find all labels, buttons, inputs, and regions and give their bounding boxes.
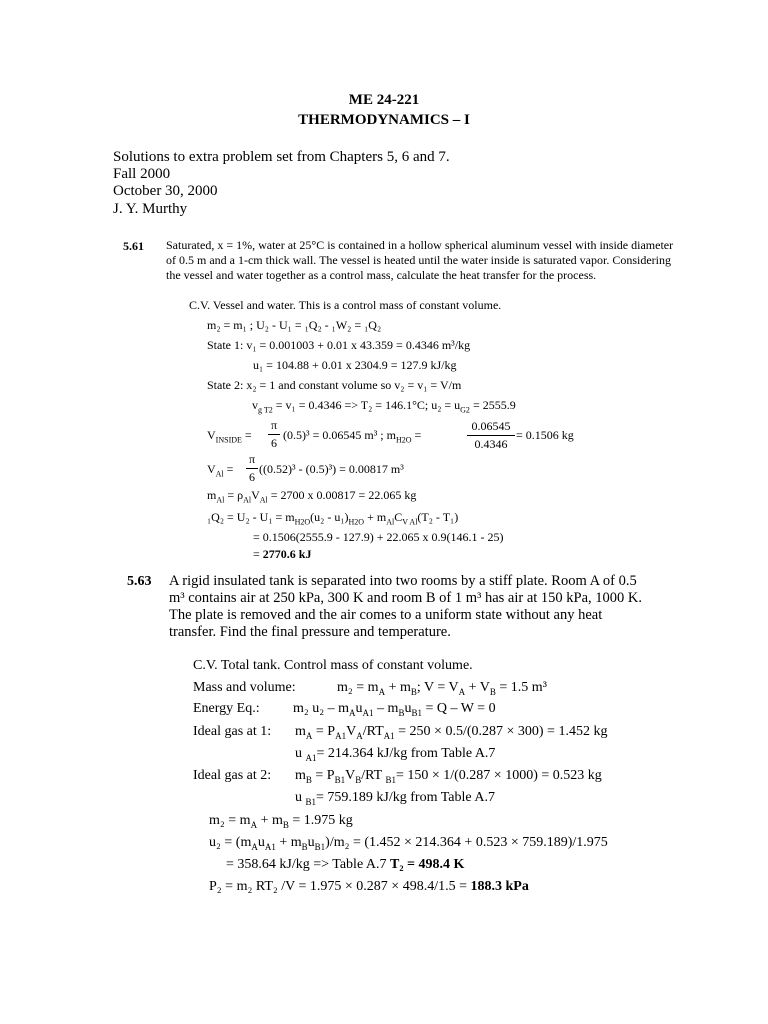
problem-561-state1b: u₁ = 104.88 + 0.01 x 2304.9 = 127.9 kJ/kg [253,358,457,372]
ideal-gas-2-u: u $_{B1}$= 759.189 kJ/kg from Table A.7 [295,790,495,807]
m2-line: $m_2 = m_A + m_B = 1.975$ kg [209,813,353,830]
q-line-1: $_1Q_2 = U_2 - U_1 = m_{H2O}(u_2 - u_1)_{H2O} + m_{Al}C_{V Al}(T_2 - T_1)$ [207,510,459,527]
h2o-mass-result: = 0.1506 kg [516,428,574,442]
p2-line: P₂ = m₂ RT₂ /V = 1.975 × 0.287 × 498.4/1.5 = 188.3 kPa [209,879,529,894]
problem-561-number: 5.61 [123,239,144,253]
problem-561-cv: C.V. Vessel and water. This is a control mass of constant volume. [189,298,502,312]
pi-over-six-fraction-2: π 6 [246,452,258,485]
ideal-gas-1-eq: $m_A = P_{A1}V_A/RT_{A1} = 250 \times 0.5/(0.287 \times 300) = 1.452$ kg [295,724,608,741]
intro-line-3: October 30, 2000 [113,183,218,199]
u2-result-line: = 358.64 kJ/kg => Table A.7 T₂ = 498.4 K [226,857,465,872]
h2o-mass-fraction: 0.06545 0.4346 [467,419,515,452]
ideal-gas-2-eq: $m_B = P_{B1}V_B/RT$ $_{B1}$= 150 × 1/(0.287 × 1000) = 0.523 kg [295,768,602,785]
course-title: THERMODYNAMICS – I [298,112,470,128]
problem-561-state1a: State 1: v₁ = 0.001003 + 0.01 x 43.359 = 0.4346 m³/kg [207,338,471,352]
problem-561-eq1: m₂ = m₁ ; U₂ - U₁ = ₁Q₂ - ₁W₂ = ₁Q₂ [207,318,382,332]
pi-over-six-fraction-1: π 6 [268,418,280,451]
energy-eq: m₂ $u_2 - m_Au_{A1} - m_Bu_{B1} = Q - W = 0$ [293,701,496,718]
mass-volume-eq: $m_2 = m_A + m_B$; $V = V_A + V_B = 1.5$ m³ [337,680,547,697]
course-code: ME 24-221 [348,92,420,108]
intro-line-4: J. Y. Murthy [113,201,188,217]
q-line-2: = 0.1506(2555.9 - 127.9) + 22.065 x 0.9(146.1 - 25) [253,530,504,544]
energy-label: Energy Eq.: [193,701,260,716]
vinside-rest: (0.5)³ = 0.06545 m³ ; $m_{H2O}$ = [283,428,422,445]
problem-561-statement: Saturated, x = 1%, water at 25°C is contained in a hollow spherical aluminum vessel with inside diameter of 0.5 m and a 1-cm thick wall. The vessel is heated until the water inside is saturated vapor. Considering the vessel and water together as a control mass, calculate the heat transfer for the process. [166,238,674,282]
ideal-gas-2-label: Ideal gas at 2: [193,768,272,783]
vinside-lhs: $V_{INSIDE}$ = [207,428,252,445]
q-line-3: = 2770.6 kJ [253,547,312,561]
problem-563-number: 5.63 [127,574,152,589]
mass-volume-label: Mass and volume: [193,680,296,695]
mal-line: $m_{Al} = \rho_{Al}V_{Al} = 2700$ x 0.00817 = 22.065 kg [207,488,417,505]
u2-line: $u_2 = (m_Au_{A1} + m_Bu_{B1})/m_2 = (1.452 \times 214.364 + 0.523 \times 759.189)/1.975$ [209,835,608,852]
ideal-gas-1-label: Ideal gas at 1: [193,724,272,739]
val-lhs: $V_{Al}$ = [207,462,234,479]
problem-561-state2b: $v_{g T2} = v_1 = 0.4346 => T_2 = 146.1^\circ C$; $u_2 = u_{G2} = 2555.9$ [252,398,516,415]
ideal-gas-1-u: u $_{A1}$= 214.364 kJ/kg from Table A.7 [295,746,496,763]
problem-561-state2a: State 2: x₂ = 1 and constant volume so v₂ = v₁ = V/m [207,378,462,392]
intro-line-2: Fall 2000 [113,166,171,182]
problem-563-cv: C.V. Total tank. Control mass of constant volume. [193,658,473,673]
problem-563-statement: A rigid insulated tank is separated into two rooms by a stiff plate. Room A of 0.5 m³ contains air at 250 kPa, 300 K and room B of 1 m³ has air at 150 kPa, 1000 K. The plate is removed and the air comes to a uniform state without any heat transfer. Find the final pressure and temperature. [169,573,643,640]
intro-line-1: Solutions to extra problem set from Chapters 5, 6 and 7. [113,149,450,165]
val-rest: ((0.52)³ - (0.5)³) = 0.00817 m³ [259,462,404,476]
